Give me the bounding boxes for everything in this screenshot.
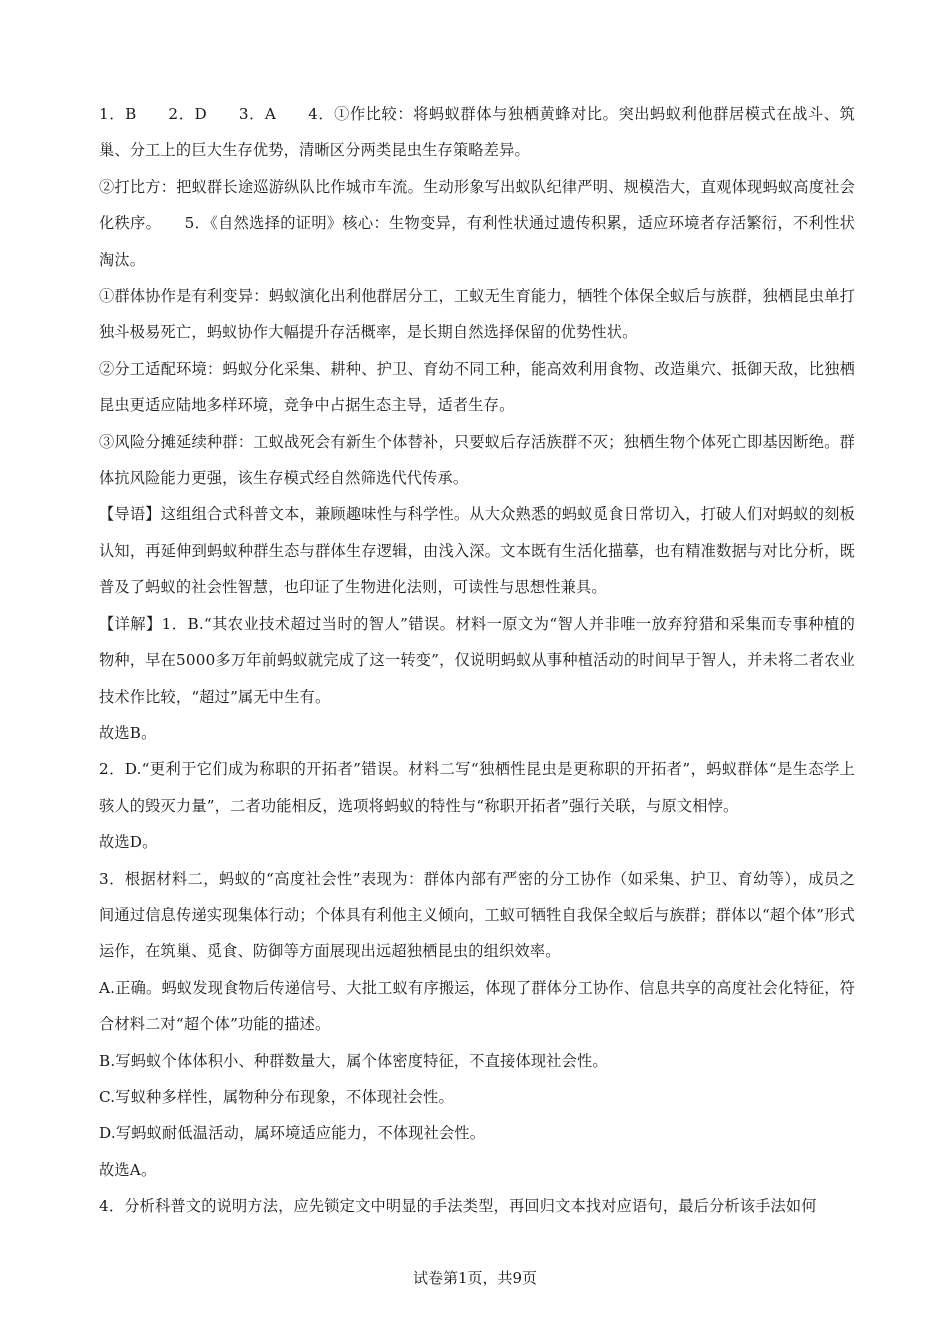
detail-q1-paragraph: 【详解】1．B.“其农业技术超过当时的智人”错误。材料一原文为“智人并非唯一放弃狩猎和采集而专事种植的物种，早在5000多万年前蚂蚁就完成了这一转变”，仅说明蚂蚁从事种植活动的时间早于智人，并未将二者农业技术作比较，“超过”属无中生有。 (99, 614, 855, 706)
page-footer: 试卷第1页，共9页 (412, 1269, 538, 1287)
intro-paragraph: 【导语】这组组合式科普文本，兼顾趣味性与科学性。从大众熟悉的蚂蚁觅食日常切入，打破人们对蚂蚁的刻板认知，再延伸到蚂蚁种群生态与群体生存逻辑，由浅入深。文本既有生活化描摹，也有精准数据与对比分析，既普及了蚂蚁的社会性智慧，也印证了生物进化法则，可读性与思想性兼具。 (99, 505, 855, 597)
detail-q3-paragraph: 3．根据材料二，蚂蚁的“高度社会性”表现为：群体内部有严密的分工协作（如采集、护卫、育幼等），成员之间通过信息传递实现集体行动；个体具有利他主义倾向，工蚁可牺牲自我保全蚁后与族群；群体以“超个体”形式运作，在筑巢、觅食、防御等方面展现出远超独栖昆虫的组织效率。 (99, 869, 855, 961)
q1-conclusion: 故选B。 (99, 723, 157, 742)
q3-conclusion: 故选A。 (99, 1160, 157, 1179)
option-a-paragraph: A.正确。蚂蚁发现食物后传递信号、大批工蚁有序搬运，体现了群体分工协作、信息共享的高度社会化特征，符合材料二对“超个体”功能的描述。 (99, 978, 855, 1034)
option-b-paragraph: B.写蚂蚁个体体积小、种群数量大，属个体密度特征，不直接体现社会性。 (99, 1051, 608, 1070)
point-2-paragraph: ②分工适配环境：蚂蚁分化采集、耕种、护卫、育幼不同工种，能高效利用食物、改造巢穴、抵御天敌，比独栖昆虫更适应陆地多样环境，竞争中占据生态主导，适者生存。 (99, 359, 855, 415)
metaphor-and-question5-paragraph: ②打比方：把蚁群长途巡游纵队比作城市车流。生动形象写出蚁队纪律严明、规模浩大，直观体现蚂蚁高度社会化秩序。 5．《自然选择的证明》核心：生物变异，有利性状通过遗传积累，适应环境者存活繁衍，不利性状淘汰。 (99, 177, 855, 269)
point-1-paragraph: ①群体协作是有利变异：蚂蚁演化出利他群居分工，工蚁无生育能力，牺牲个体保全蚁后与族群，独栖昆虫单打独斗极易死亡，蚂蚁协作大幅提升存活概率，是长期自然选择保留的优势性状。 (99, 287, 855, 342)
document-body (99, 96, 855, 1225)
point-3-paragraph: ③风险分摊延续种群：工蚁战死会有新生个体替补，只要蚁后存活族群不灭；独栖生物个体死亡即基因断绝。群体抗风险能力更强，该生存模式经自然筛选代代传承。 (99, 432, 855, 488)
option-c-paragraph: C.写蚁种多样性，属物种分布现象，不体现社会性。 (99, 1087, 454, 1106)
answer-summary-paragraph: 1．B 2．D 3．A 4．①作比较：将蚂蚁群体与独栖黄蜂对比。突出蚂蚁利他群居模式在战斗、筑巢、分工上的巨大生存优势，清晰区分两类昆虫生存策略差异。 (99, 105, 855, 160)
option-d-paragraph: D.写蚂蚁耐低温活动，属环境适应能力，不体现社会性。 (99, 1124, 486, 1143)
detail-q2-paragraph: 2．D.“更利于它们成为称职的开拓者”错误。材料二写“独栖性昆虫是更称职的开拓者”，蚂蚁群体“是生态学上骇人的毁灭力量”，二者功能相反，选项将蚂蚁的特性与“称职开拓者”强行关联，与原文相悖。 (99, 760, 855, 815)
q2-conclusion: 故选D。 (99, 833, 158, 852)
detail-q4-paragraph: 4．分析科普文的说明方法，应先锁定文中明显的手法类型，再回归文本找对应语句，最后分析该手法如何 (99, 1197, 817, 1216)
